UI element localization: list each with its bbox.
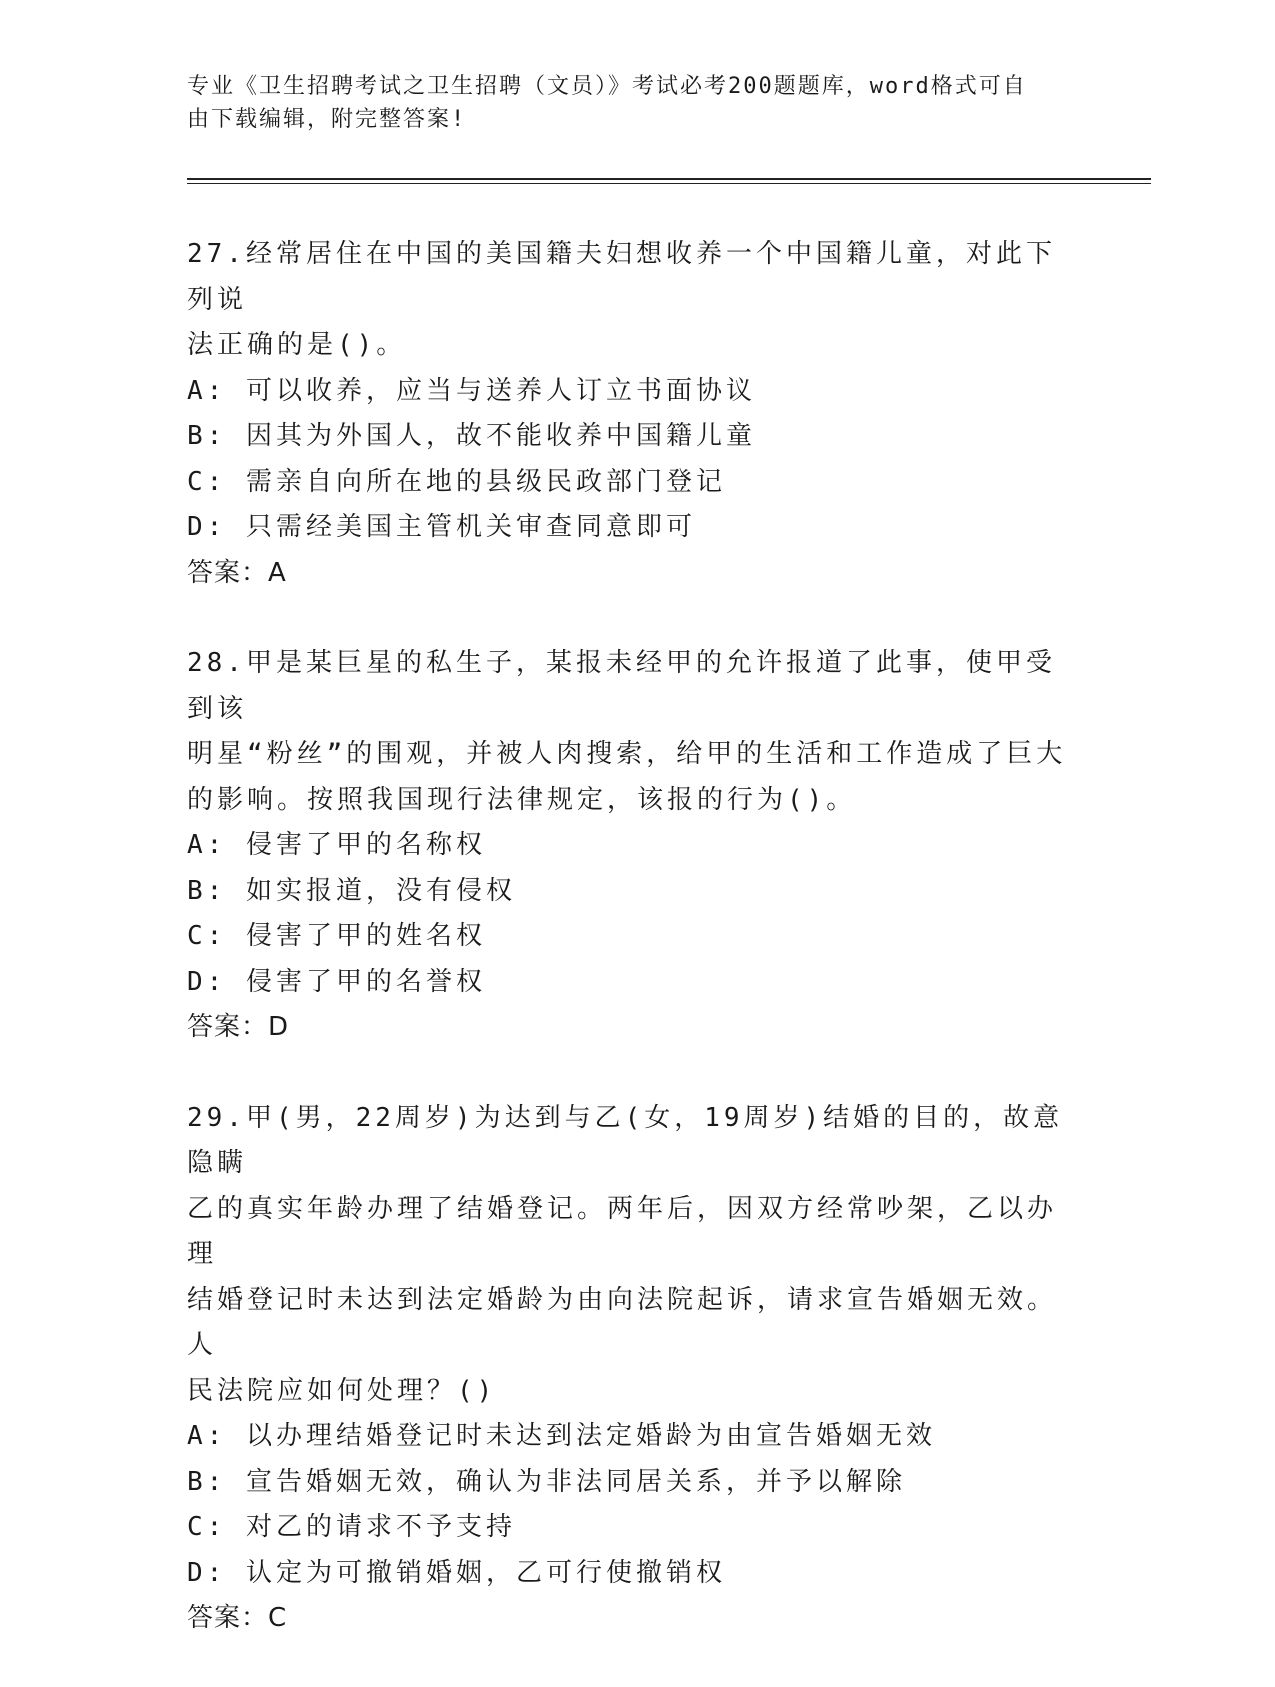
document-header <box>187 70 1087 136</box>
option-d: D: 侵害了甲的名誉权 <box>187 966 486 997</box>
question-27 <box>187 232 1087 596</box>
stem-line: 民法院应如何处理？() <box>187 1375 497 1406</box>
question-stem <box>187 641 1077 823</box>
stem-line: 28.甲是某巨星的私生子，某报未经甲的允许报道了此事，使甲受到该 <box>187 648 1056 724</box>
stem-line: 的影响。按照我国现行法律规定，该报的行为()。 <box>187 784 857 815</box>
header-line-2: 由下载编辑，附完整答案! <box>187 107 467 132</box>
question-stem <box>187 1096 1077 1415</box>
option-b: B: 宣告婚姻无效，确认为非法同居关系，并予以解除 <box>187 1466 906 1497</box>
stem-line: 明星“粉丝”的围观，并被人肉搜索，给甲的生活和工作造成了巨大 <box>187 739 1067 769</box>
stem-line: 29.甲(男，22周岁)为达到与乙(女，19周岁)结婚的目的，故意隐瞒 <box>187 1102 1064 1178</box>
header-divider-thick <box>187 178 1151 180</box>
option-a: A: 侵害了甲的名称权 <box>187 830 486 860</box>
header-line-1: 专业《卫生招聘考试之卫生招聘（文员）》考试必考200题题库，word格式可自 <box>187 74 1027 99</box>
stem-line: 法正确的是()。 <box>187 330 407 360</box>
option-a: A: 可以收养，应当与送养人订立书面协议 <box>187 375 756 406</box>
question-stem <box>187 232 1077 369</box>
option-a: A: 以办理结婚登记时未达到法定婚龄为由宣告婚姻无效 <box>187 1421 936 1451</box>
header-divider-thin <box>187 183 1151 184</box>
option-b: B: 因其为外国人，故不能收养中国籍儿童 <box>187 421 756 451</box>
option-b: B: 如实报道，没有侵权 <box>187 875 516 906</box>
question-29 <box>187 1096 1087 1642</box>
stem-line: 27.经常居住在中国的美国籍夫妇想收养一个中国籍儿童，对此下列说 <box>187 239 1056 315</box>
option-c: C: 需亲自向所在地的县级民政部门登记 <box>187 466 726 497</box>
option-c: C: 对乙的请求不予支持 <box>187 1512 516 1542</box>
option-d: D: 认定为可撤销婚姻，乙可行使撤销权 <box>187 1557 726 1588</box>
answer-label: 答案：A <box>187 557 287 588</box>
stem-line: 乙的真实年龄办理了结婚登记。两年后，因双方经常吵架，乙以办理 <box>187 1193 1058 1269</box>
answer-label: 答案：C <box>187 1603 288 1633</box>
stem-line: 结婚登记时未达到法定婚龄为由向法院起诉，请求宣告婚姻无效。人 <box>187 1284 1058 1360</box>
option-d: D: 只需经美国主管机关审查同意即可 <box>187 512 696 542</box>
answer-label: 答案：D <box>187 1012 290 1042</box>
question-28 <box>187 641 1087 1051</box>
question-list <box>187 232 1087 1687</box>
option-c: C: 侵害了甲的姓名权 <box>187 921 486 951</box>
